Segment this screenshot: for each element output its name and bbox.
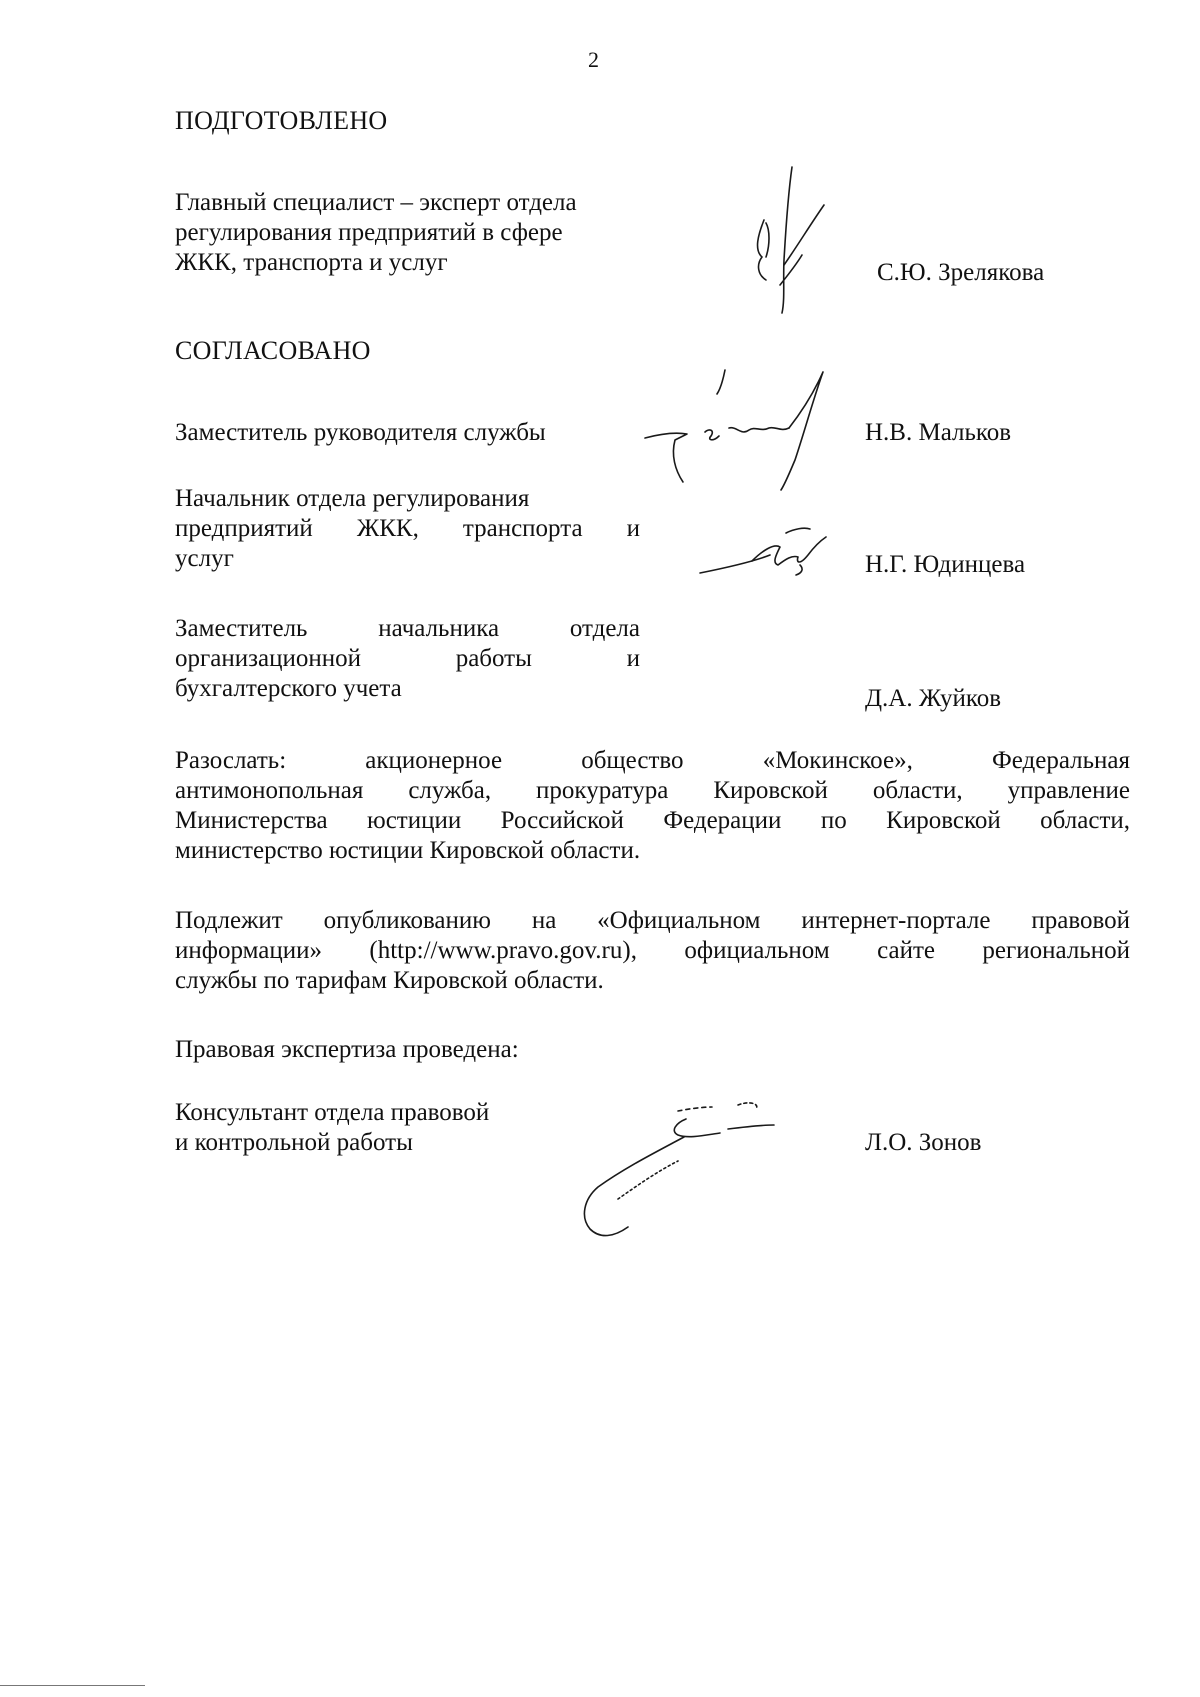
signature-zrelyakova — [740, 165, 830, 325]
agreed-role-word: и — [626, 645, 640, 672]
signature-yudintseva — [700, 525, 830, 585]
agreed-name-1: Н.В. Мальков — [865, 419, 1012, 446]
agreed-role-line-justified — [175, 514, 640, 544]
signature-malkov — [645, 370, 885, 500]
prepared-role — [175, 188, 655, 278]
agreed-role-3 — [175, 614, 640, 704]
agreed-role-line: бухгалтерского учета — [175, 675, 402, 702]
agreed-role-word: организационной — [175, 645, 361, 672]
agreed-role-line: Начальник отдела регулирования — [175, 485, 530, 512]
agreed-role-word: ЖКК, — [356, 515, 419, 542]
agreed-role-word: транспорта — [462, 515, 583, 542]
agreed-name-2: Н.Г. Юдинцева — [865, 551, 1026, 578]
distribution-line: министерство юстиции Кировской области. — [175, 837, 641, 864]
legal-review-role-line: и контрольной работы — [175, 1129, 413, 1156]
publication-line: Подлежит опубликованию на «Официальном интернет-портале правовой — [175, 907, 1130, 934]
agreed-role-line: Заместитель руководителя службы — [175, 419, 546, 446]
prepared-role-line: регулирования предприятий в сфере — [175, 219, 563, 246]
legal-review-role-line: Консультант отдела правовой — [175, 1099, 490, 1126]
signature-zonov — [578, 1095, 798, 1255]
prepared-heading: ПОДГОТОВЛЕНО — [175, 106, 388, 135]
agreed-role-line: услуг — [175, 545, 234, 572]
prepared-role-line: ЖКК, транспорта и услуг — [175, 249, 448, 276]
agreed-heading: СОГЛАСОВАНО — [175, 336, 371, 365]
agreed-name-3: Д.А. Жуйков — [865, 685, 1002, 712]
publication-paragraph — [175, 906, 1130, 996]
prepared-role-line: Главный специалист – эксперт отдела — [175, 189, 577, 216]
agreed-role-1 — [175, 418, 655, 448]
agreed-role-line-justified — [175, 614, 640, 644]
distribution-paragraph — [175, 746, 1130, 866]
agreed-role-word: Заместитель — [175, 615, 308, 642]
publication-line: информации» (http://www.pravo.gov.ru), официальном сайте региональной — [175, 937, 1130, 964]
agreed-role-line-justified — [175, 644, 640, 674]
agreed-role-word: начальника — [378, 615, 500, 642]
legal-review-name: Л.О. Зонов — [865, 1129, 982, 1156]
publication-line: службы по тарифам Кировской области. — [175, 967, 604, 994]
agreed-role-word: предприятий — [175, 515, 313, 542]
footer-rule — [0, 1685, 145, 1686]
page-number: 2 — [588, 47, 599, 72]
distribution-line: антимонопольная служба, прокуратура Кировской области, управление — [175, 777, 1130, 804]
agreed-role-word: отдела — [569, 615, 640, 642]
distribution-line: Разослать: акционерное общество «Мокинское», Федеральная — [175, 747, 1130, 774]
agreed-role-2 — [175, 484, 640, 574]
agreed-role-word: и — [626, 515, 640, 542]
distribution-line: Министерства юстиции Российской Федерации по Кировской области, — [175, 807, 1130, 834]
prepared-name: С.Ю. Зрелякова — [877, 259, 1045, 286]
legal-review-label: Правовая экспертиза проведена: — [175, 1036, 519, 1063]
agreed-role-word: работы — [455, 645, 532, 672]
